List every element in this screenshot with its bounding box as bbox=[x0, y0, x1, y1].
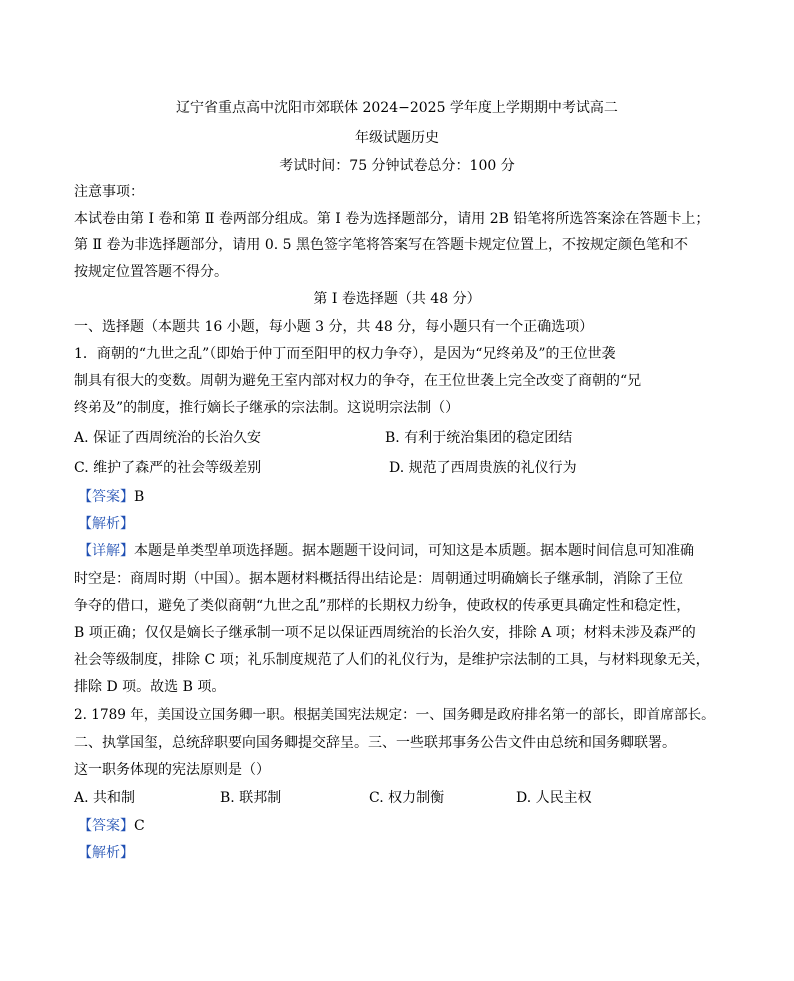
q2-option-b: B. 联邦制 bbox=[220, 790, 282, 806]
q1-option-a: A. 保证了西周统治的长治久安 bbox=[74, 430, 262, 446]
q1-answer-row bbox=[78, 488, 144, 506]
q2-stem-line-3: 这一职务体现的宪法原则是（） bbox=[74, 762, 270, 778]
section-title: 第 Ⅰ 卷选择题（共 48 分） bbox=[313, 291, 481, 307]
q1-detail-line-4: B 项正确；仅仅是嫡长子继承制一项不足以保证西周统治的长治久安，排除 A 项；材料未涉及森严的 bbox=[74, 625, 696, 641]
q1-option-b: B. 有利于统治集团的稳定团结 bbox=[385, 430, 573, 446]
exam-title-line2: 年级试题历史 bbox=[355, 130, 439, 146]
q1-detail-line-3: 争夺的借口，避免了类似商朝“九世之乱”那样的长期权力纷争，使政权的传承更具确定性和稳定性， bbox=[74, 598, 691, 614]
q2-stem-line-2: 二、执掌国玺，总统辞职要向国务卿提交辞呈。三、一些联邦事务公告文件由总统和国务卿联署。 bbox=[74, 735, 676, 751]
q1-answer-tag: 【答案】 bbox=[78, 489, 134, 505]
q2-analysis-tag: 【解析】 bbox=[78, 845, 134, 861]
notice-heading: 注意事项： bbox=[74, 184, 144, 200]
q1-stem-line-1: 1．商朝的“九世之乱”（即始于仲丁而至阳甲的权力争夺），是因为“兄终弟及”的王位世袭 bbox=[74, 346, 616, 362]
q2-option-a: A. 共和制 bbox=[74, 790, 136, 806]
exam-info: 考试时间：75 分钟试卷总分：100 分 bbox=[279, 158, 515, 174]
exam-title-line1: 辽宁省重点高中沈阳市郊联体 2024−2025 学年度上学期期中考试高二 bbox=[176, 100, 618, 116]
q1-stem-line-3: 终弟及”的制度，推行嫡长子继承的宗法制。这说明宗法制（） bbox=[74, 400, 460, 416]
q1-detail-text-1: 本题是单类型单项选择题。据本题题干设问词，可知这是本质题。据本题时间信息可知准确 bbox=[134, 543, 694, 559]
q1-detail-line-1 bbox=[78, 542, 694, 560]
q2-stem-line-1: 2. 1789 年，美国设立国务卿一职。根据美国宪法规定：一、国务卿是政府排名第一的部长，即首席部长。 bbox=[74, 707, 715, 723]
q1-analysis-tag: 【解析】 bbox=[78, 516, 134, 532]
q1-analysis-row bbox=[78, 515, 134, 533]
q1-detail-line-6: 排除 D 项。故选 B 项。 bbox=[74, 679, 226, 695]
q2-analysis-row bbox=[78, 844, 134, 862]
section-instruction: 一、选择题（本题共 16 小题，每小题 3 分，共 48 分，每小题只有一个正确选项） bbox=[74, 319, 594, 335]
q2-answer-row bbox=[78, 817, 145, 835]
q1-detail-line-5: 社会等级制度，排除 C 项；礼乐制度规范了人们的礼仪行为，是维护宗法制的工具，与材料现象无关， bbox=[74, 652, 710, 668]
q2-answer-value: C bbox=[134, 818, 145, 834]
q1-detail-line-2: 时空是：商周时期（中国）。据本题材料概括得出结论是：周朝通过明确嫡长子继承制，消除了王位 bbox=[74, 571, 683, 587]
q1-stem-line-2: 制具有很大的变数。周朝为避免王室内部对权力的争夺，在王位世袭上完全改变了商朝的“兄 bbox=[74, 373, 642, 389]
q2-option-c: C. 权力制衡 bbox=[369, 790, 445, 806]
q1-option-d: D. 规范了西周贵族的礼仪行为 bbox=[389, 460, 577, 476]
q1-option-c: C. 维护了森严的社会等级差别 bbox=[74, 460, 262, 476]
notice-line-2: 第 Ⅱ 卷为非选择题部分，请用 0. 5 黑色签字笔将答案写在答题卡规定位置上，不按规定颜色笔和不 bbox=[74, 237, 689, 253]
q1-detail-tag: 【详解】 bbox=[78, 543, 134, 559]
q2-option-d: D. 人民主权 bbox=[516, 790, 592, 806]
notice-line-1: 本试卷由第 Ⅰ 卷和第 Ⅱ 卷两部分组成。第 Ⅰ 卷为选择题部分，请用 2B 铅笔将所选答案涂在答题卡上； bbox=[74, 211, 710, 227]
q2-answer-tag: 【答案】 bbox=[78, 818, 134, 834]
q1-answer-value: B bbox=[134, 489, 145, 505]
notice-line-3: 按规定位置答题不得分。 bbox=[74, 264, 228, 280]
